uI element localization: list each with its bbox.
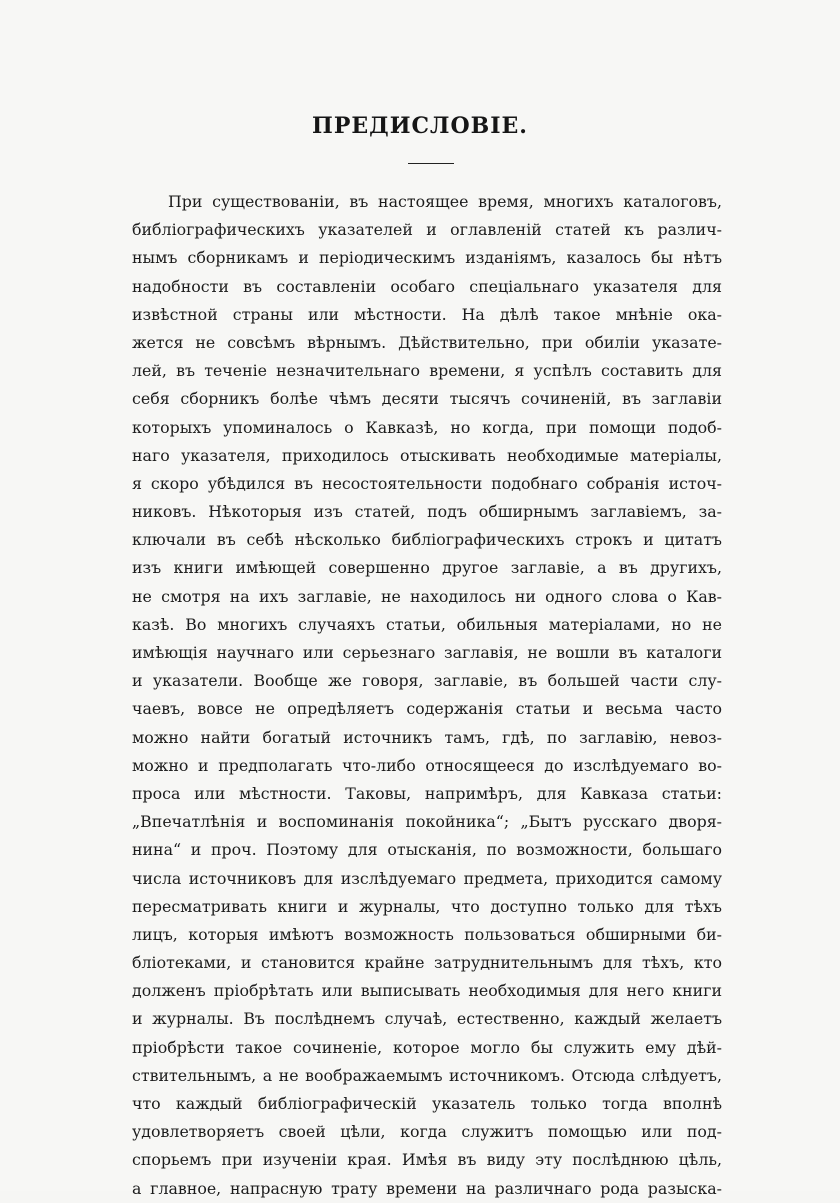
text-line: числа источниковъ для изслѣдуемаго предмета, приходится самому: [132, 868, 722, 888]
text-line: имѣющія научнаго или серьезнаго заглавія, не вошли въ каталоги: [132, 643, 722, 662]
text-line: нымъ сборникамъ и періодическимъ изданіямъ, казалось бы нѣтъ: [132, 248, 722, 268]
text-line: жется не совсѣмъ вѣрнымъ. Дѣйствительно, при обиліи указате-: [132, 332, 722, 352]
text-line: библіографическихъ указателей и оглавленій статей къ различ-: [132, 220, 722, 240]
text-line: бліотеками, и становится крайне затруднительнымъ для тѣхъ, кто: [132, 953, 722, 973]
text-line: не смотря на ихъ заглавіе, не находилось ни одного слова о Кав-: [132, 586, 722, 606]
preface-text: [132, 188, 722, 1203]
text-line: лицъ, которыя имѣютъ возможность пользоваться обширными би-: [132, 924, 722, 944]
text-line: что каждый библіографическій указатель только тогда вполнѣ: [132, 1094, 722, 1113]
text-line: „Впечатлѣнія и воспоминанія покойника“; „Бытъ русскаго дворя-: [132, 812, 722, 832]
text-line: пріобрѣсти такое сочиненіе, которое могло бы служить ему дѣй-: [132, 1037, 722, 1057]
text-line: казѣ. Во многихъ случаяхъ статьи, обильныя матеріалами, но не: [132, 614, 722, 634]
text-line: нина“ и проч. Поэтому для отысканія, по возможности, большаго: [132, 840, 722, 860]
text-line: которыхъ упоминалось о Кавказѣ, но когда, при помощи подоб-: [132, 417, 722, 437]
text-line: и журналы. Въ послѣднемъ случаѣ, естественно, каждый желаетъ: [132, 1009, 722, 1029]
text-line: можно найти богатый источникъ тамъ, гдѣ, по заглавію, невоз-: [132, 727, 722, 747]
title-rule: [408, 163, 454, 164]
page-title: ПРЕДИСЛОВІЕ.: [312, 113, 528, 139]
text-line: никовъ. Нѣкоторыя изъ статей, подъ обширнымъ заглавіемъ, за-: [132, 502, 722, 522]
text-line: и указатели. Вообще же говоря, заглавіе, въ большей части слу-: [132, 671, 722, 691]
text-line: надобности въ составленіи особаго спеціальнаго указателя для: [132, 276, 722, 296]
text-line: а главное, напрасную трату времени на различнаго рода разыска-: [132, 1178, 722, 1198]
text-line: ствительнымъ, а не воображаемымъ источникомъ. Отсюда слѣдуетъ,: [132, 1065, 722, 1085]
text-line: можно и предполагать что-либо относящееся до изслѣдуемаго во-: [132, 755, 722, 775]
text-line: себя сборникъ болѣе чѣмъ десяти тысячъ сочиненій, въ заглавіи: [132, 389, 722, 409]
text-line: ключали въ себѣ нѣсколько библіографическихъ строкъ и цитатъ: [132, 530, 722, 550]
text-line: проса или мѣстности. Таковы, напримѣръ, для Кавказа статьи:: [132, 783, 722, 803]
text-line: лей, въ теченіе незначительнаго времени, я успѣлъ составить для: [132, 361, 722, 381]
text-line: долженъ пріобрѣтать или выписывать необходимыя для него книги: [132, 981, 722, 1001]
text-line: наго указателя, приходилось отыскивать необходимые матеріалы,: [132, 445, 722, 465]
text-line: удовлетворяетъ своей цѣли, когда служитъ помощью или под-: [132, 1122, 722, 1142]
text-line: я скоро убѣдился въ несостоятельности подобнаго собранія источ-: [132, 473, 722, 493]
text-line: чаевъ, вовсе не опредѣляетъ содержанія статьи и весьма часто: [132, 699, 722, 719]
text-line: спорьемъ при изученіи края. Имѣя въ виду эту послѣднюю цѣль,: [132, 1150, 722, 1170]
text-line: пересматривать книги и журналы, что доступно только для тѣхъ: [132, 896, 722, 916]
text-line: извѣстной страны или мѣстности. На дѣлѣ такое мнѣніе ока-: [132, 304, 722, 324]
text-line: При существованіи, въ настоящее время, многихъ каталоговъ,: [168, 192, 722, 211]
text-line: изъ книги имѣющей совершенно другое заглавіе, а въ другихъ,: [132, 558, 722, 578]
